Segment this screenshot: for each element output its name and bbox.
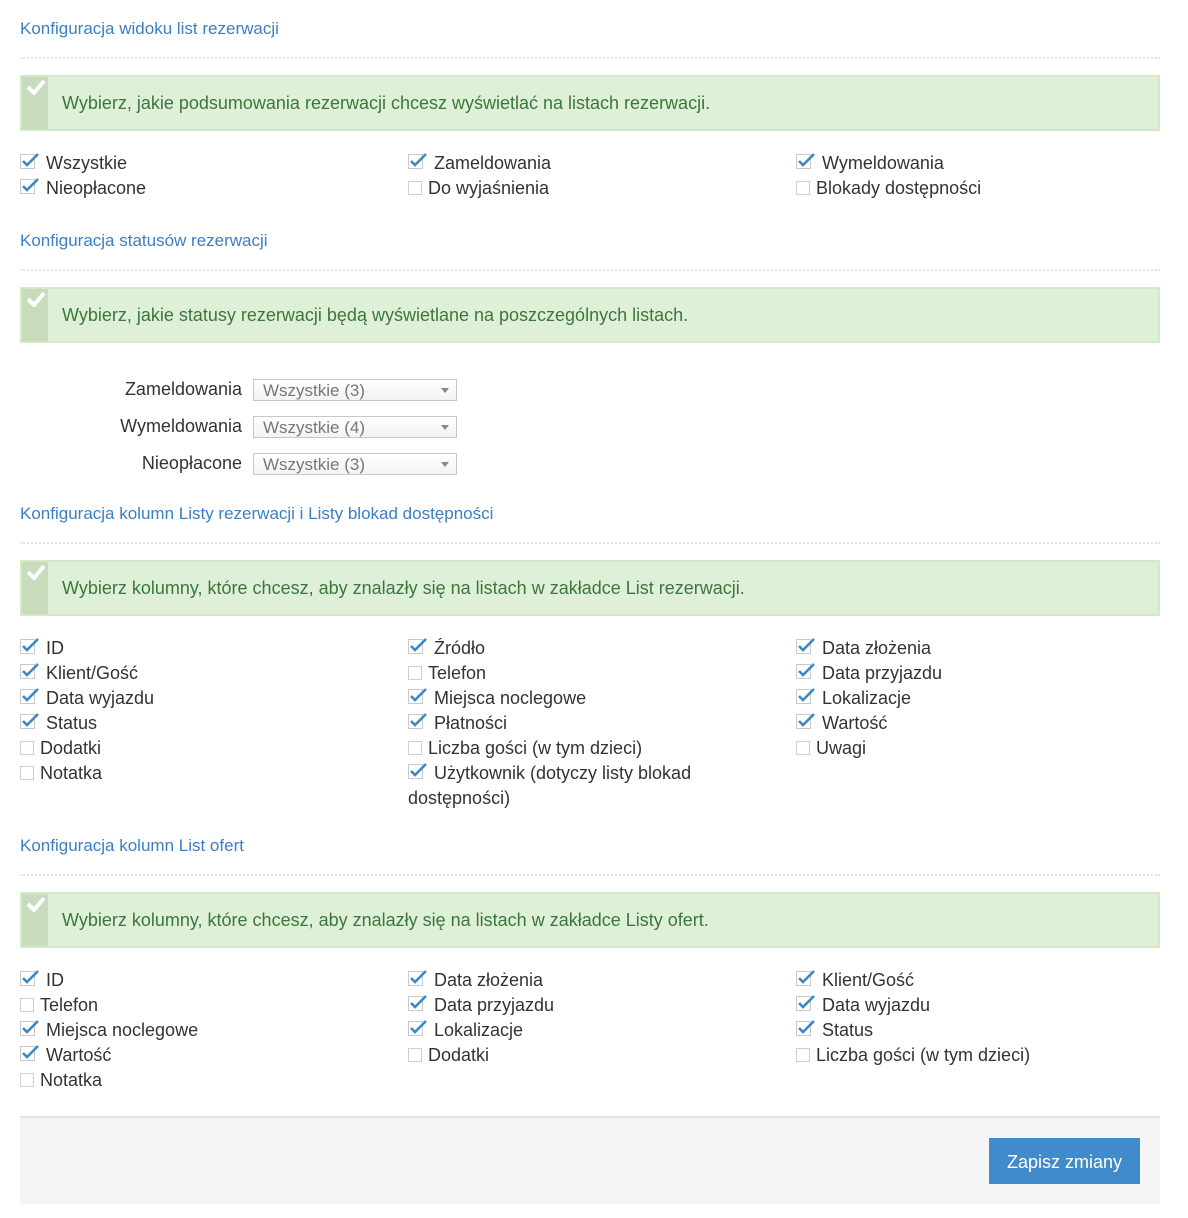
checked-checkbox-icon[interactable] [408,995,428,1011]
checkbox-label: Zameldowania [434,153,552,173]
checked-checkbox-icon[interactable] [796,663,816,679]
checkbox-option[interactable] [20,1043,408,1068]
checked-checkbox-icon[interactable] [796,1020,816,1036]
checkbox-icon[interactable] [796,181,810,195]
checkbox-option[interactable] [20,151,408,176]
checkbox-label: Blokady dostępności [816,178,982,198]
checkbox-option[interactable] [796,736,1160,761]
checkbox-option[interactable] [408,993,796,1018]
checkbox-icon[interactable] [20,766,34,780]
checkbox-icon[interactable] [408,666,422,680]
checkbox-label: Data złożenia [434,970,544,990]
checked-checkbox-icon[interactable] [796,638,816,654]
checked-checkbox-icon[interactable] [20,688,40,704]
info-alert-statuses [20,287,1160,343]
checkbox-option[interactable] [20,1068,408,1093]
checkbox-option[interactable] [796,661,1160,686]
checkbox-label: Data przyjazdu [822,663,943,683]
checkbox-option[interactable] [408,686,796,711]
checkbox-label: Data wyjazdu [46,688,155,708]
checkbox-option[interactable] [796,711,1160,736]
checkbox-icon[interactable] [20,998,34,1012]
checkbox-option[interactable] [796,968,1160,993]
checked-checkbox-icon[interactable] [20,970,40,986]
checkbox-label: Miejsca noclegowe [434,688,587,708]
checkbox-label: Notatka [40,763,103,783]
checkbox-icon[interactable] [796,1048,810,1062]
checked-checkbox-icon[interactable] [20,1045,40,1061]
checkbox-option[interactable] [20,686,408,711]
select-value: Wszystkie (4) [263,417,365,437]
checked-checkbox-icon[interactable] [796,688,816,704]
checkbox-option[interactable] [796,1018,1160,1043]
checkbox-label: Płatności [434,713,508,733]
checkbox-option[interactable] [408,968,796,993]
checkbox-label: Data przyjazdu [434,995,555,1015]
checkbox-option[interactable] [408,1018,796,1043]
checkbox-label: Wymeldowania [822,153,944,173]
check-icon [22,289,48,341]
checked-checkbox-icon[interactable] [796,970,816,986]
checkbox-label: ID [46,638,64,658]
checkbox-label: Do wyjaśnienia [428,178,550,198]
checkbox-option[interactable] [408,151,796,176]
checked-checkbox-icon[interactable] [796,153,816,169]
checkbox-icon[interactable] [408,1048,422,1062]
checkbox-icon[interactable] [20,741,34,755]
checked-checkbox-icon[interactable] [20,663,40,679]
checkbox-icon[interactable] [408,741,422,755]
checked-checkbox-icon[interactable] [796,995,816,1011]
checkbox-option[interactable] [20,661,408,686]
status-label: Zameldowania [124,379,242,399]
checkbox-label: Klient/Gość [46,663,139,683]
checkbox-label: Wszystkie [46,153,127,173]
checked-checkbox-icon[interactable] [408,688,428,704]
checked-checkbox-icon[interactable] [408,970,428,986]
checkbox-icon[interactable] [20,1073,34,1087]
checkbox-option[interactable] [408,711,796,736]
status-select-list [20,371,1160,482]
checkbox-option[interactable] [796,993,1160,1018]
checkbox-option[interactable] [20,736,408,761]
status-label: Wymeldowania [120,416,242,436]
caret-down-icon [441,462,449,467]
checkbox-label: Użytkownik (dotyczy listy blokad dostępności) [408,763,692,808]
checkbox-label: Liczba gości (w tym dzieci) [428,738,643,758]
checkbox-option[interactable] [20,711,408,736]
checked-checkbox-icon[interactable] [408,1020,428,1036]
checkbox-label: Uwagi [816,738,867,758]
checkbox-option[interactable] [796,176,1160,201]
checkbox-option[interactable] [20,636,408,661]
checkbox-option[interactable] [408,176,796,201]
info-alert-offer-columns [20,892,1160,948]
select-value: Wszystkie (3) [263,454,365,474]
checkbox-label: Lokalizacje [822,688,912,708]
check-icon [22,77,48,129]
checkbox-label: Miejsca noclegowe [46,1020,199,1040]
checked-checkbox-icon[interactable] [408,763,428,779]
checkbox-option[interactable] [796,1043,1160,1068]
status-select-checkouts[interactable] [253,416,457,438]
select-value: Wszystkie (3) [263,380,365,400]
checkbox-group-offer-columns [20,968,1160,1093]
status-label: Nieopłacone [141,453,242,473]
checkbox-label: Liczba gości (w tym dzieci) [816,1045,1031,1065]
checked-checkbox-icon[interactable] [408,153,428,169]
checkbox-option[interactable] [796,636,1160,661]
status-row-unpaid [20,445,1160,482]
checkbox-label: Lokalizacje [434,1020,524,1040]
check-icon [22,562,48,614]
checkbox-label: Status [46,713,98,733]
checkbox-option[interactable] [408,636,796,661]
status-row-checkins [20,371,1160,408]
info-alert-view [20,75,1160,131]
checkbox-option[interactable] [408,736,796,761]
checkbox-icon[interactable] [796,741,810,755]
section-title-statuses: Konfiguracja statusów rezerwacji [20,230,1160,271]
checkbox-icon[interactable] [408,181,422,195]
checkbox-label: Data wyjazdu [822,995,931,1015]
checkbox-option[interactable] [408,661,796,686]
checkbox-option[interactable] [20,176,408,201]
checkbox-option[interactable] [408,1043,796,1068]
checkbox-label: Data złożenia [822,638,932,658]
checkbox-label: Wartość [822,713,888,733]
checkbox-label: Telefon [40,995,99,1015]
caret-down-icon [441,425,449,430]
checked-checkbox-icon[interactable] [20,153,40,169]
checkbox-option[interactable] [20,968,408,993]
checkbox-group-view [20,151,1160,201]
checked-checkbox-icon[interactable] [408,638,428,654]
checkbox-option[interactable] [796,686,1160,711]
checkbox-label: Telefon [428,663,487,683]
caret-down-icon [441,388,449,393]
alert-message: Wybierz, jakie statusy rezerwacji będą wyświetlane na poszczególnych listach. [62,305,689,325]
checkbox-group-reservation-columns [20,636,1160,811]
checkbox-label: Klient/Gość [822,970,915,990]
checkbox-label: Dodatki [40,738,102,758]
alert-message: Wybierz kolumny, które chcesz, aby znalazły się na listach w zakładce List rezerwacji. [62,578,745,598]
checkbox-option[interactable] [20,1018,408,1043]
alert-message: Wybierz, jakie podsumowania rezerwacji chcesz wyświetlać na listach rezerwacji. [62,93,711,113]
save-changes-button[interactable]: Zapisz zmiany [989,1138,1140,1184]
checked-checkbox-icon[interactable] [408,713,428,729]
status-select-unpaid[interactable] [253,453,457,475]
checkbox-label: Status [822,1020,874,1040]
checked-checkbox-icon[interactable] [20,1020,40,1036]
checkbox-option[interactable] [796,151,1160,176]
form-footer [20,1116,1160,1204]
checkbox-label: Notatka [40,1070,103,1090]
checkbox-option[interactable] [20,993,408,1018]
checkbox-label: Źródło [434,638,486,658]
section-title-reservation-columns: Konfiguracja kolumn Listy rezerwacji i Listy blokad dostępności [20,503,1160,544]
checkbox-option[interactable] [408,761,796,811]
checked-checkbox-icon[interactable] [20,713,40,729]
section-title-view: Konfiguracja widoku list rezerwacji [20,18,1160,59]
checkbox-option[interactable] [20,761,408,811]
status-row-checkouts [20,408,1160,445]
checkbox-label: Wartość [46,1045,112,1065]
check-icon [22,894,48,946]
checkbox-label: ID [46,970,64,990]
checked-checkbox-icon[interactable] [20,638,40,654]
info-alert-reservation-columns [20,560,1160,616]
checkbox-label: Nieopłacone [46,178,147,198]
checked-checkbox-icon[interactable] [20,178,40,194]
section-title-offer-columns: Konfiguracja kolumn List ofert [20,835,1160,876]
checkbox-label: Dodatki [428,1045,490,1065]
status-select-checkins[interactable] [253,379,457,401]
alert-message: Wybierz kolumny, które chcesz, aby znalazły się na listach w zakładce Listy ofert. [62,910,709,930]
checked-checkbox-icon[interactable] [796,713,816,729]
